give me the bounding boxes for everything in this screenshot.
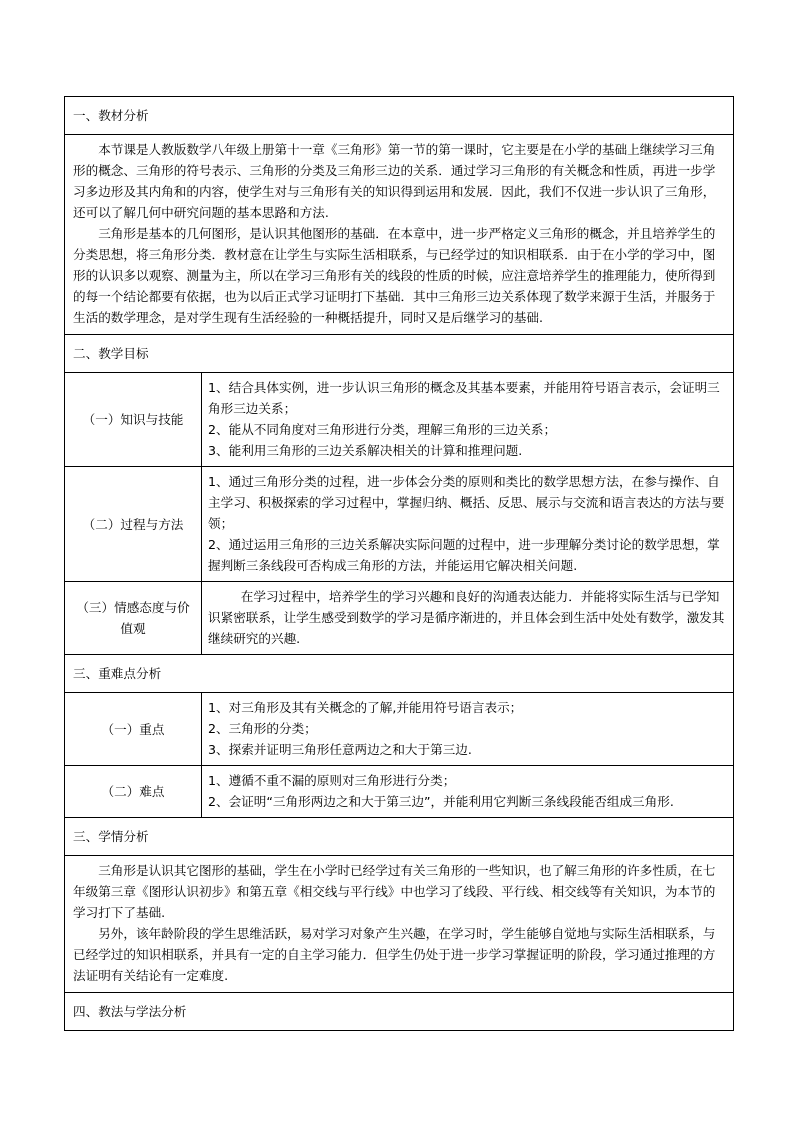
list-item: 1、对三角形及其有关概念的了解,并能用符号语言表示； bbox=[208, 700, 523, 715]
lesson-plan-table bbox=[64, 96, 734, 1031]
list-item: 3、探索并证明三角形任意两边之和大于第三边. bbox=[208, 742, 472, 757]
list-item: 1、结合具体实例，进一步认识三角形的概念及其基本要素，并能用符号语言表示，会证明三角形三边关系； bbox=[208, 380, 720, 416]
goal-label-process: （二）过程与方法 bbox=[65, 467, 202, 582]
section-row-textbook bbox=[65, 97, 734, 135]
paragraph: 三角形是认识其它图形的基础，学生在小学时已经学过有关三角形的一些知识，也了解三角形的许多性质，在七年级第三章《图形认识初步》和第五章《相交线与平行线》中也学习了线段、平行线、相交线等有关知识，为本节的学习打下了基础. bbox=[73, 863, 716, 920]
section-row-learners bbox=[65, 818, 734, 856]
goal-label-knowledge: （一）知识与技能 bbox=[65, 373, 202, 467]
list-item: 在学习过程中，培养学生的学习兴趣和良好的沟通表达能力．并能将实际生活与已学知识紧密联系，让学生感受到数学的学习是循序渐进的，并且体会到生活中处处有数学，激发其继续研究的兴趣. bbox=[208, 589, 725, 646]
key-point-label-difficulty: （二）难点 bbox=[65, 766, 202, 818]
textbook-analysis-body bbox=[65, 135, 734, 335]
section-heading-learners: 三、学情分析 bbox=[65, 818, 734, 856]
goal-content-attitude bbox=[202, 582, 734, 655]
key-point-row-focus bbox=[65, 693, 734, 766]
list-item: 2、三角形的分类； bbox=[208, 721, 317, 736]
section-heading-methods: 四、教法与学法分析 bbox=[65, 993, 734, 1031]
section-row-key-points bbox=[65, 655, 734, 693]
section-heading-key-points: 三、重难点分析 bbox=[65, 655, 734, 693]
goal-label-attitude: （三）情感态度与价值观 bbox=[65, 582, 202, 655]
paragraph: 另外，该年龄阶段的学生思维活跃，易对学习对象产生兴趣，在学习时，学生能够自觉地与实际生活相联系，与已经学过的知识相联系，并具有一定的自主学习能力．但学生仍处于进一步学习掌握证明的阶段，学习通过推理的方法证明有关结论有一定难度. bbox=[73, 926, 716, 983]
learner-analysis-row bbox=[65, 856, 734, 993]
list-item: 1、遵循不重不漏的原则对三角形进行分类； bbox=[208, 773, 456, 788]
section-heading-goals: 二、教学目标 bbox=[65, 335, 734, 373]
list-item: 2、通过运用三角形的三边关系解决实际问题的过程中，进一步理解分类讨论的数学思想，掌握判断三条线段可否构成三角形的方法，并能运用它解决相关问题. bbox=[208, 537, 720, 573]
learner-analysis-body bbox=[65, 856, 734, 993]
key-point-content-focus bbox=[202, 693, 734, 766]
list-item: 3、能利用三角形的三边关系解决相关的计算和推理问题. bbox=[208, 443, 523, 458]
textbook-analysis-row bbox=[65, 135, 734, 335]
goal-row-attitude bbox=[65, 582, 734, 655]
section-row-goals bbox=[65, 335, 734, 373]
section-heading-textbook: 一、教材分析 bbox=[65, 97, 734, 135]
goal-content-knowledge bbox=[202, 373, 734, 467]
section-row-methods bbox=[65, 993, 734, 1031]
key-point-row-difficulty bbox=[65, 766, 734, 818]
goal-row-process bbox=[65, 467, 734, 582]
key-point-label-focus: （一）重点 bbox=[65, 693, 202, 766]
list-item: 2、会证明“三角形两边之和大于第三边”，并能利用它判断三条线段能否组成三角形. bbox=[208, 794, 674, 809]
goal-content-process bbox=[202, 467, 734, 582]
paragraph: 三角形是基本的几何图形，是认识其他图形的基础．在本章中，进一步严格定义三角形的概念，并且培养学生的分类思想，将三角形分类．教材意在让学生与实际生活相联系，与已经学过的知识相联系．由于在小学的学习中，图形的认识多以观察、测量为主，所以在学习三角形有关的线段的性质的时候，应注意培养学生的推理能力，使所得到的每一个结论都要有依据，也为以后正式学习证明打下基础．其中三角形三边关系体现了数学来源于生活，并服务于生活的数学理念，是对学生现有生活经验的一种概括提升，同时又是后继学习的基础. bbox=[73, 226, 716, 325]
list-item: 2、能从不同角度对三角形进行分类，理解三角形的三边关系； bbox=[208, 422, 557, 437]
paragraph: 本节课是人教版数学八年级上册第十一章《三角形》第一节的第一课时，它主要是在小学的基础上继续学习三角形的概念、三角形的符号表示、三角形的分类及三角形三边的关系．通过学习三角形的有关概念和性质，再进一步学习多边形及其内角和的内容，使学生对与三角形有关的知识得到运用和发展．因此，我们不仅进一步认识了三角形，还可以了解几何中研究问题的基本思路和方法. bbox=[73, 142, 716, 220]
goal-row-knowledge bbox=[65, 373, 734, 467]
list-item: 1、通过三角形分类的过程，进一步体会分类的原则和类比的数学思想方法，在参与操作、自主学习、积极探索的学习过程中，掌握归纳、概括、反思、展示与交流和语言表达的方法与要领； bbox=[208, 474, 725, 531]
key-point-content-difficulty bbox=[202, 766, 734, 818]
